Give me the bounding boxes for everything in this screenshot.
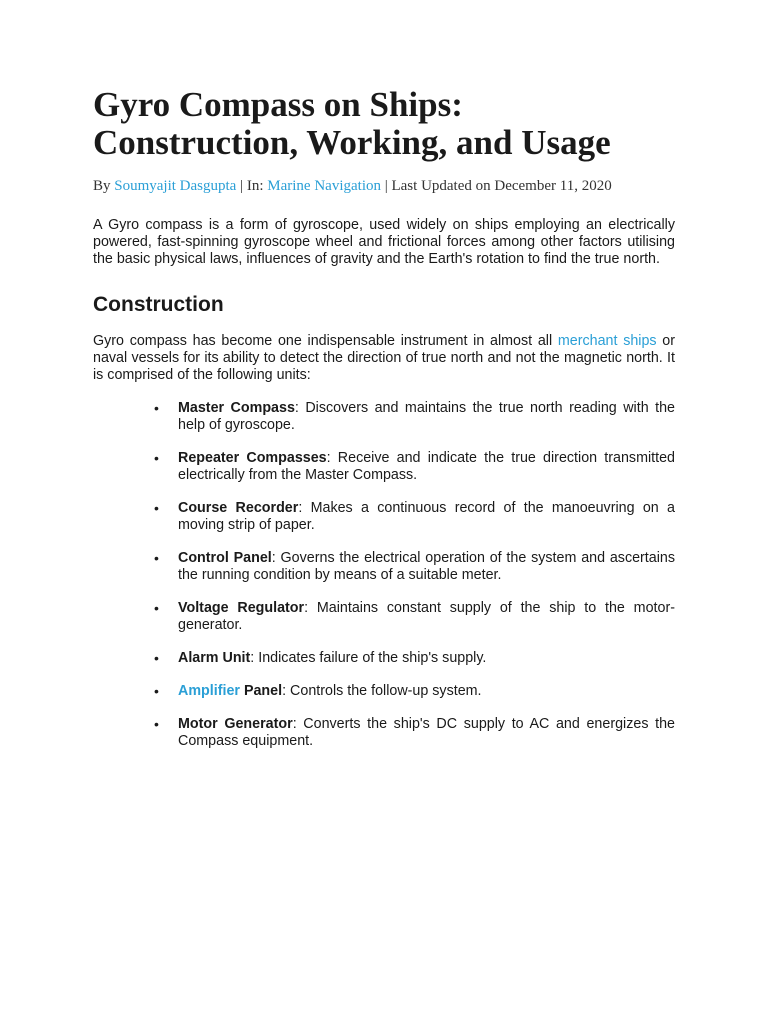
category-link[interactable]: Marine Navigation — [267, 178, 381, 194]
byline — [93, 178, 675, 195]
list-item-control-panel — [154, 550, 676, 584]
bullet-icon: • — [154, 450, 159, 466]
construction-paragraph — [93, 333, 675, 384]
list-item-course-recorder — [154, 500, 675, 534]
list-item-motor-generator — [154, 716, 675, 750]
byline-by-label: By — [93, 178, 115, 194]
last-updated: | Last Updated on December 11, 2020 — [380, 178, 612, 194]
unit-description: : Discovers and maintains the true north reading with the help of gyroscope. — [178, 400, 675, 433]
bullet-icon: • — [154, 683, 159, 699]
bullet-icon: • — [154, 400, 159, 416]
list-item-voltage-regulator — [154, 600, 675, 634]
construction-text-before: Gyro compass has become one indispensable instrument in almost all — [93, 333, 558, 349]
unit-description: : Governs the electrical operation of the system and ascertains the running condition by means of a suitable meter. — [178, 550, 676, 583]
unit-name: Voltage Regulator — [178, 600, 305, 616]
list-item-alarm-unit — [154, 650, 675, 667]
unit-name: Master Compass — [178, 400, 295, 416]
bullet-icon: • — [154, 600, 159, 616]
unit-name: Course Recorder — [178, 500, 299, 516]
unit-description: : Makes a continuous record of the manoeuvring on a moving strip of paper. — [178, 500, 675, 533]
bullet-icon: • — [154, 500, 159, 516]
intro-paragraph: A Gyro compass is a form of gyroscope, used widely on ships employing an electrically powered, fast-spinning gyroscope wheel and frictional forces among other factors utilising the basic physical laws, influences of gravity and the Earth's rotation to find the true north. — [93, 217, 675, 267]
list-item-master-compass — [154, 400, 675, 434]
author-link[interactable]: Soumyajit Dasgupta — [114, 178, 237, 194]
unit-description: : Indicates failure of the ship's supply. — [250, 650, 487, 666]
unit-name: Control Panel — [178, 550, 272, 566]
unit-name: Repeater Compasses — [178, 450, 327, 466]
unit-description: : Controls the follow-up system. — [282, 683, 482, 699]
list-item-amplifier-panel — [154, 683, 675, 700]
amplifier-link[interactable]: Amplifier — [178, 683, 240, 699]
article — [93, 86, 675, 766]
merchant-ships-link[interactable]: merchant ships — [557, 333, 657, 349]
unit-description: : Maintains constant supply of the ship to the motor-generator. — [178, 600, 675, 633]
unit-name: Alarm Unit — [178, 650, 251, 666]
bullet-icon: • — [154, 716, 159, 732]
bullet-icon: • — [154, 650, 159, 666]
byline-separator: | In: — [236, 178, 268, 194]
construction-text-after: or naval vessels for its ability to detect the direction of true north and not the magnetic north. It is comprised of the following units: — [93, 333, 676, 383]
article-title: Gyro Compass on Ships: Construction, Working, and Usage — [93, 85, 611, 162]
unit-description: : Receive and indicate the true direction transmitted electrically from the Master Compass. — [178, 450, 675, 483]
units-list — [93, 400, 675, 750]
list-item-repeater-compasses — [154, 450, 675, 484]
unit-name: Panel — [239, 683, 283, 699]
construction-heading: Construction — [93, 293, 224, 316]
bullet-icon: • — [154, 550, 159, 566]
unit-name: Motor Generator — [178, 716, 293, 732]
unit-description: : Converts the ship's DC supply to AC and energizes the Compass equipment. — [178, 716, 675, 749]
